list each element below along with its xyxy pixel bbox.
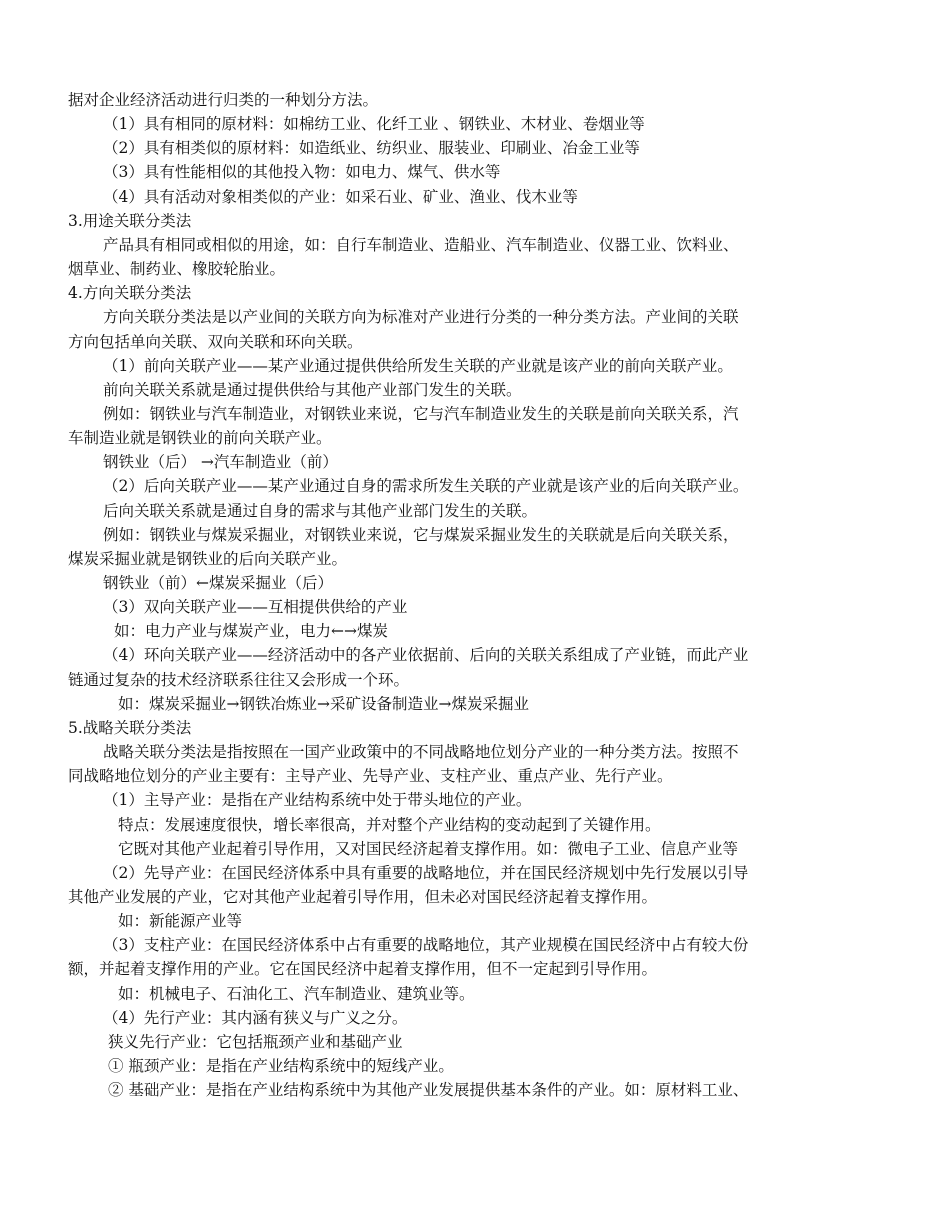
text-line: 车制造业就是钢铁业的前向关联产业。 bbox=[68, 429, 332, 448]
text-line: （3）双向关联产业——互相提供供给的产业 bbox=[103, 598, 408, 617]
text-line: 4.方向关联分类法 bbox=[68, 284, 192, 303]
text-line: （1）前向关联产业——某产业通过提供供给所发生关联的产业就是该产业的前向关联产业。 bbox=[103, 356, 733, 375]
text-line: 钢铁业（前）←煤炭采掘业（后） bbox=[103, 574, 333, 592]
text-line: 后向关联关系就是通过自身的需求与其他产业部门发生的关联。 bbox=[103, 501, 538, 520]
text-line: ① 瓶颈产业：是指在产业结构系统中的短线产业。 bbox=[108, 1057, 454, 1075]
text-line: （2）具有相类似的原材料：如造纸业、纺织业、服装业、印刷业、冶金工业等 bbox=[103, 139, 640, 158]
text-line: 5.战略关联分类法 bbox=[68, 718, 192, 737]
text-line: （4）具有活动对象相类似的产业：如采石业、矿业、渔业、伐木业等 bbox=[103, 187, 578, 206]
text-line: （3）支柱产业：在国民经济体系中占有重要的战略地位，其产业规模在国民经济中占有较大份 bbox=[103, 936, 749, 955]
text-line: ② 基础产业：是指在产业结构系统中为其他产业发展提供基本条件的产业。如：原材料工业、 bbox=[108, 1081, 749, 1100]
text-line: 如：煤炭采掘业→钢铁冶炼业→采矿设备制造业→煤炭采掘业 bbox=[118, 694, 529, 713]
text-line: 战略关联分类法是指按照在一国产业政策中的不同战略地位划分产业的一种分类方法。按照不 bbox=[103, 743, 739, 762]
text-line: 同战略地位划分的产业主要有：主导产业、先导产业、支柱产业、重点产业、先行产业。 bbox=[68, 767, 673, 786]
text-line: 如：电力产业与煤炭产业，电力←→煤炭 bbox=[114, 622, 388, 641]
text-line: 方向关联分类法是以产业间的关联方向为标准对产业进行分类的一种分类方法。产业间的关联 bbox=[103, 308, 739, 327]
text-line: 例如：钢铁业与汽车制造业，对钢铁业来说，它与汽车制造业发生的关联是前向关联关系，汽 bbox=[103, 404, 739, 423]
text-line: 链通过复杂的技术经济联系往往又会形成一个环。 bbox=[68, 670, 410, 689]
text-line: （1）具有相同的原材料：如棉纺工业、化纤工业 、钢铁业、木材业、卷烟业等 bbox=[103, 115, 645, 134]
text-line: 前向关联关系就是通过提供供给与其他产业部门发生的关联。 bbox=[103, 380, 522, 399]
text-line: 钢铁业（后） →汽车制造业（前） bbox=[103, 453, 338, 472]
text-line: 方向包括单向关联、双向关联和环向关联。 bbox=[68, 332, 363, 351]
text-line: （1）主导产业：是指在产业结构系统中处于带头地位的产业。 bbox=[103, 791, 532, 810]
text-line: （2）后向关联产业——某产业通过自身的需求所发生关联的产业就是该产业的后向关联产业。 bbox=[103, 477, 749, 496]
text-line: （2）先导产业：在国民经济体系中具有重要的战略地位，并在国民经济规划中先行发展以引导 bbox=[103, 863, 749, 882]
text-line: 据对企业经济活动进行归类的一种划分方法。 bbox=[68, 91, 379, 109]
text-line: 额，并起着支撑作用的产业。它在国民经济中起着支撑作用，但不一定起到引导作用。 bbox=[68, 960, 658, 979]
text-line: 如：新能源产业等 bbox=[118, 912, 243, 931]
text-line: 狭义先行产业：它包括瓶颈产业和基础产业 bbox=[108, 1032, 403, 1051]
text-line: （3）具有性能相似的其他投入物：如电力、煤气、供水等 bbox=[103, 163, 501, 182]
text-line: 产品具有相同或相似的用途，如：自行车制造业、造船业、汽车制造业、仪器工业、饮料业、 bbox=[103, 235, 739, 254]
text-line: 3.用途关联分类法 bbox=[68, 211, 192, 230]
text-line: （4）先行产业：其内涵有狭义与广义之分。 bbox=[103, 1008, 408, 1027]
text-line: 如：机械电子、石油化工、汽车制造业、建筑业等。 bbox=[118, 984, 475, 1003]
text-line: 煤炭采掘业就是钢铁业的后向关联产业。 bbox=[68, 549, 348, 568]
text-line: （4）环向关联产业——经济活动中的各产业依据前、后向的关联关系组成了产业链，而此产业 bbox=[103, 646, 749, 665]
text-line: 特点：发展速度很快，增长率很高，并对整个产业结构的变动起到了关键作用。 bbox=[118, 815, 661, 834]
text-line: 它既对其他产业起着引导作用，又对国民经济起着支撑作用。如：微电子工业、信息产业等 bbox=[118, 839, 739, 858]
text-line: 例如：钢铁业与煤炭采掘业，对钢铁业来说，它与煤炭采掘业发生的关联就是后向关联关系， bbox=[103, 525, 739, 544]
text-line: 其他产业发展的产业，它对其他产业起着引导作用，但未必对国民经济起着支撑作用。 bbox=[68, 887, 658, 906]
text-line: 烟草业、制药业、橡胶轮胎业。 bbox=[68, 260, 286, 279]
